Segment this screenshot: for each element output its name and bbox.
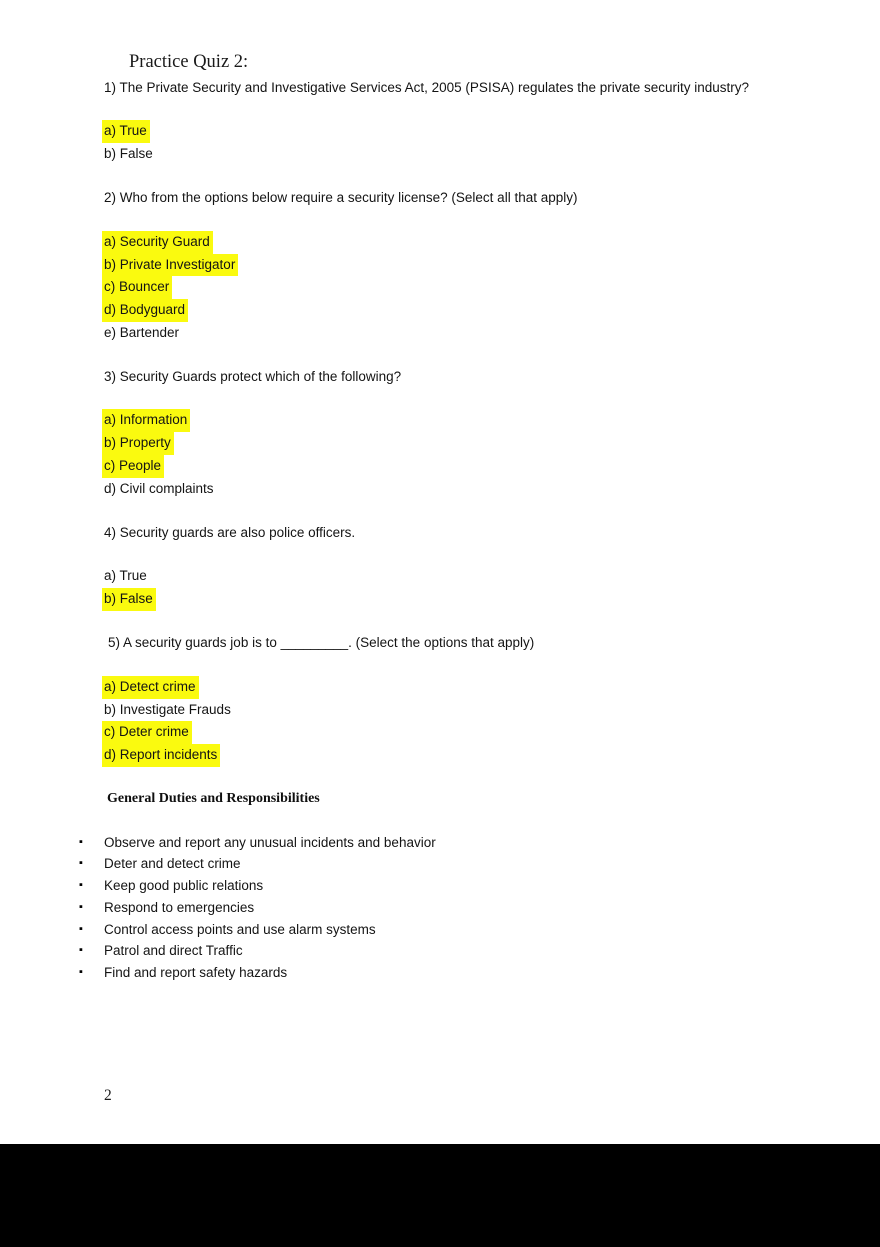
list-item — [79, 832, 820, 854]
option: d) Civil complaints — [104, 480, 214, 496]
list-item-text: Keep good public relations — [104, 878, 264, 894]
option: d) Bodyguard — [104, 299, 820, 322]
question-5-options — [104, 676, 820, 767]
square-bullet-icon: ▪ — [79, 944, 83, 957]
list-item — [79, 853, 820, 875]
list-item-text: Control access points and use alarm systems — [104, 921, 376, 937]
option: a) Detect crime — [104, 676, 820, 699]
option: b) Investigate Frauds — [104, 701, 231, 717]
question-1-text: 1) The Private Security and Investigative Services Act, 2005 (PSISA) regulates the private security industry? — [104, 80, 750, 95]
question-4-options — [104, 565, 820, 610]
duties-list — [79, 832, 820, 984]
list-item-text: Deter and detect crime — [104, 856, 241, 872]
question-2-options — [104, 231, 820, 345]
option: a) Security Guard — [104, 231, 820, 254]
option: b) False — [104, 588, 820, 611]
question-2-text: 2) Who from the options below require a security license? (Select all that apply) — [104, 190, 578, 206]
page-title: Practice Quiz 2: — [129, 52, 249, 72]
option: a) True — [104, 568, 147, 584]
square-bullet-icon: ▪ — [79, 879, 83, 892]
list-item — [79, 875, 820, 897]
square-bullet-icon: ▪ — [79, 965, 83, 978]
question-3-text: 3) Security Guards protect which of the following? — [104, 369, 402, 385]
square-bullet-icon: ▪ — [79, 922, 83, 935]
question-4-text: 4) Security guards are also police officers. — [104, 524, 356, 540]
list-item-text: Patrol and direct Traffic — [104, 943, 243, 959]
list-item-text: Find and report safety hazards — [104, 964, 288, 980]
question-3-options — [104, 409, 820, 500]
square-bullet-icon: ▪ — [79, 900, 83, 913]
option: b) Property — [104, 432, 820, 455]
option: d) Report incidents — [104, 744, 820, 767]
list-item — [79, 940, 820, 962]
option: c) Deter crime — [104, 721, 820, 744]
question-1-options — [104, 120, 820, 165]
option: e) Bartender — [104, 324, 180, 340]
list-item — [79, 962, 820, 984]
option: c) People — [104, 455, 820, 478]
list-item — [79, 919, 820, 941]
square-bullet-icon: ▪ — [79, 835, 83, 848]
option: b) Private Investigator — [104, 254, 820, 277]
list-item-text: Respond to emergencies — [104, 899, 255, 915]
option: b) False — [104, 146, 153, 162]
footer-black-bar — [0, 1144, 880, 1247]
option: a) True — [104, 120, 820, 143]
list-item-text: Observe and report any unusual incidents and behavior — [104, 834, 436, 850]
option: a) Information — [104, 409, 820, 432]
page-number: 2 — [104, 1086, 112, 1104]
question-5-text: 5) A security guards job is to _________. (Select the options that apply) — [108, 635, 535, 651]
option: c) Bouncer — [104, 276, 820, 299]
section-heading: General Duties and Responsibilities — [107, 791, 320, 807]
list-item — [79, 897, 820, 919]
square-bullet-icon: ▪ — [79, 857, 83, 870]
